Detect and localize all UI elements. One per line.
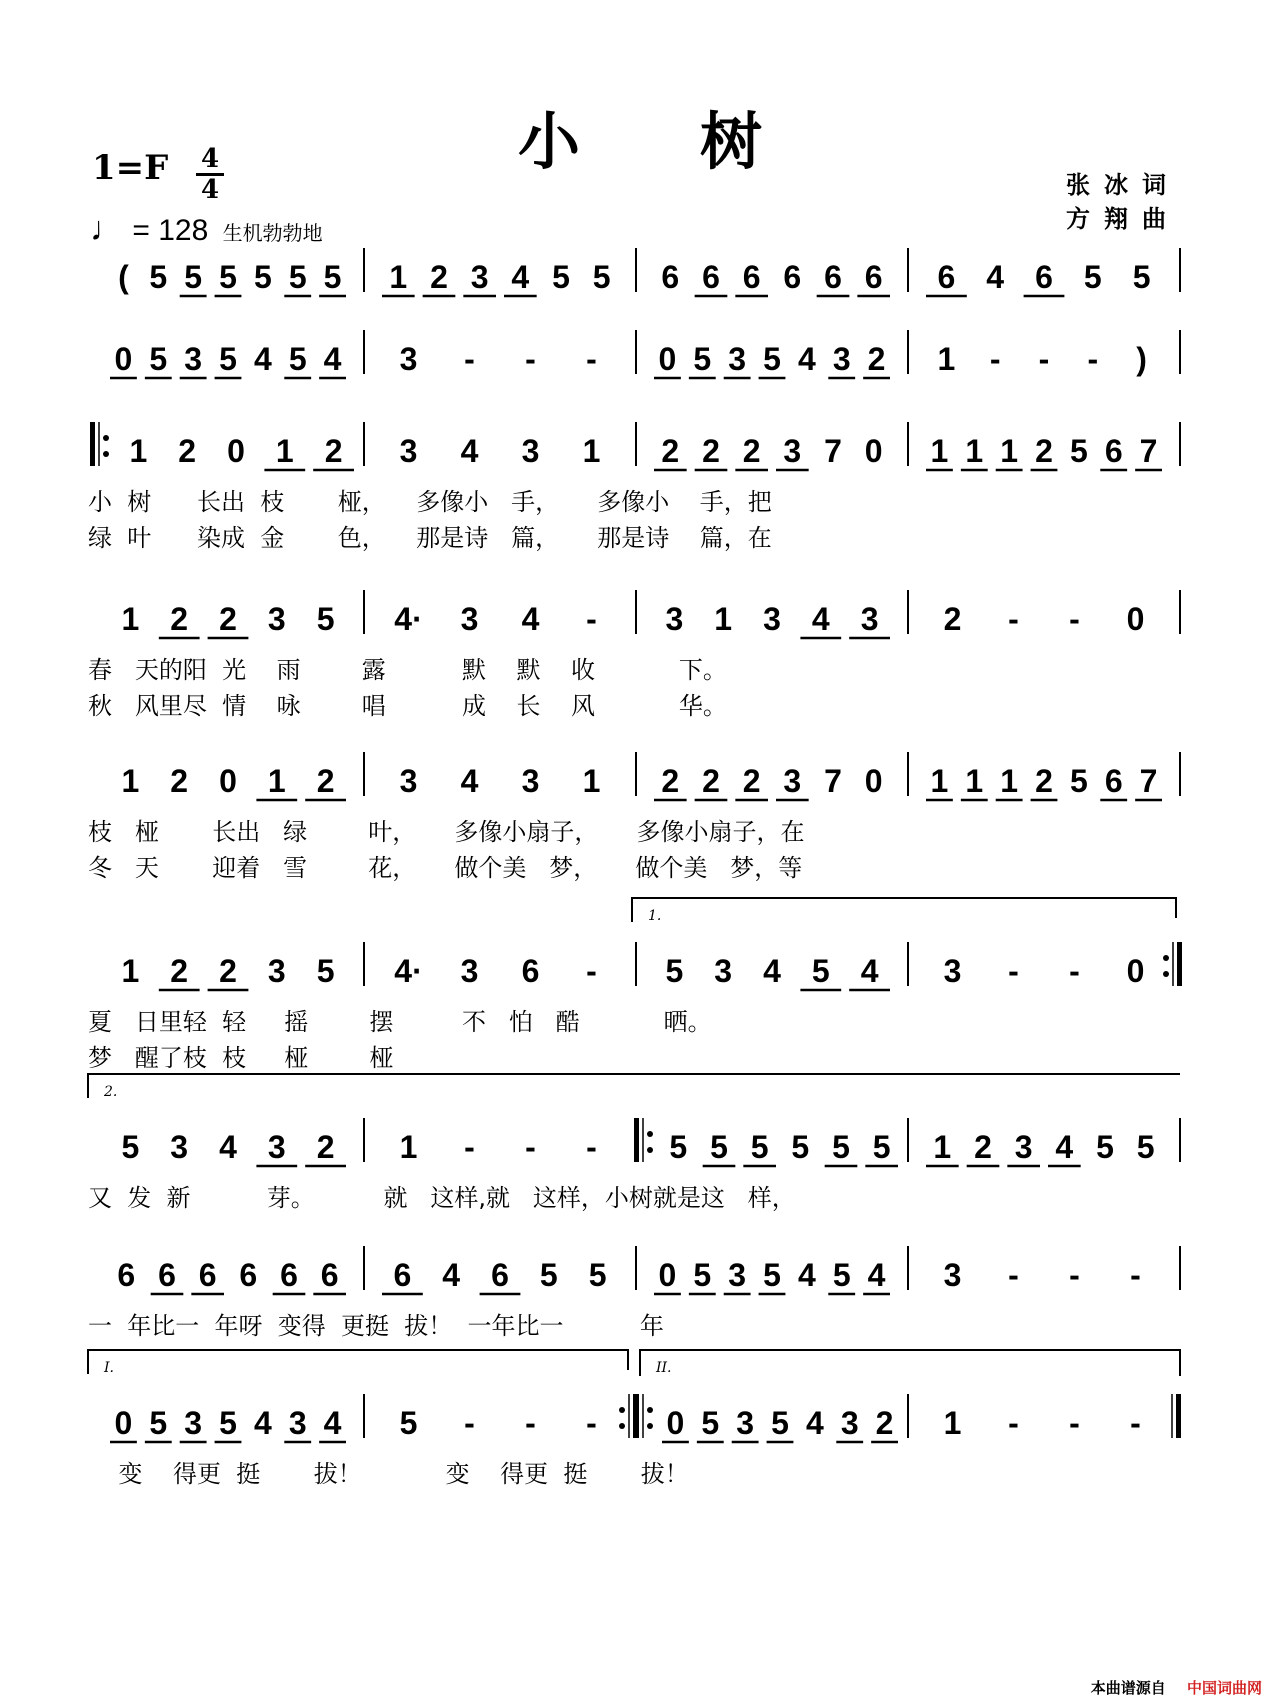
note: 1: [930, 763, 949, 799]
note: 6: [393, 1257, 412, 1293]
note: 3: [840, 1405, 859, 1441]
note: 5: [399, 1405, 418, 1441]
note: 2: [170, 601, 189, 637]
note: 5: [771, 1405, 789, 1441]
lyric-line: 绿 叶 染成 金 色， 那是诗 篇， 那是诗 篇，在: [88, 524, 772, 552]
composer-credit: 方翔曲: [1066, 205, 1180, 233]
note: 4: [442, 1257, 461, 1293]
repeat-dot: [103, 451, 109, 457]
note: 3: [399, 433, 418, 469]
note: 3: [832, 341, 851, 377]
note: 5: [219, 1405, 237, 1441]
note: 4: [323, 341, 342, 377]
repeat-dot: [647, 1423, 653, 1429]
lyric-line: 冬 天 迎着 雪 花， 做个美 梦， 做个美 梦，等: [88, 854, 803, 882]
note: 1: [930, 433, 949, 469]
note: 1: [933, 1129, 952, 1165]
song-title: 小树: [517, 105, 882, 178]
note: 4: [460, 433, 479, 469]
note: 5: [872, 1129, 891, 1165]
meter-bottom: 4: [200, 175, 220, 205]
note: 5: [552, 259, 570, 295]
note: 1: [965, 433, 984, 469]
note: 1: [121, 763, 140, 799]
note: -: [1069, 1257, 1080, 1293]
note: 0: [227, 433, 245, 469]
note: 2: [430, 259, 448, 295]
note: 2: [943, 601, 962, 637]
final-barline: [1176, 1394, 1181, 1438]
note: 4: [219, 1129, 237, 1165]
note: 5: [701, 1405, 720, 1441]
note: 4: [811, 601, 830, 637]
note: 5: [149, 341, 168, 377]
note: 2: [875, 1405, 894, 1441]
footer-source: [1091, 1677, 1262, 1698]
note: -: [525, 341, 536, 377]
note: 3: [470, 259, 489, 295]
note: 5: [323, 259, 342, 295]
note: 6: [783, 259, 802, 295]
note: 1: [399, 1129, 418, 1165]
note: 3: [728, 341, 747, 377]
note: 4: [460, 763, 479, 799]
note: 4·: [394, 953, 423, 989]
note: 3: [521, 433, 540, 469]
note: 2: [170, 763, 189, 799]
repeat-dot: [647, 1407, 653, 1413]
repeat-end-barline: [1177, 942, 1182, 986]
tempo-description: 生机勃勃地: [222, 223, 323, 245]
note: 3: [399, 763, 418, 799]
note: 1: [267, 763, 286, 799]
note: 2: [661, 763, 680, 799]
note: 3: [736, 1405, 755, 1441]
note: 6: [198, 1257, 217, 1293]
note: 6: [491, 1257, 509, 1293]
note: -: [586, 1405, 597, 1441]
lyric-line: 秋 风里尽 情 咏 唱 成 长 风 华。: [88, 692, 727, 720]
note: 2: [1035, 433, 1053, 469]
lyric-line: 又 发 新 芽。 就 这样,就 这样，小树就是这 样，: [88, 1184, 796, 1212]
note: 5: [149, 259, 168, 295]
note: 6: [320, 1257, 339, 1293]
volta-bracket: [640, 1350, 1180, 1376]
repeat-dot: [647, 1131, 653, 1137]
key-signature: 1=F: [92, 148, 169, 188]
note: 3: [860, 601, 879, 637]
note: 2: [702, 433, 720, 469]
lyric-line: 夏 日里轻 轻 摇 摆 不 怕 酷 晒。: [88, 1008, 712, 1036]
note: 5: [539, 1257, 558, 1293]
note: 0: [114, 341, 133, 377]
note: 5: [1136, 1129, 1155, 1165]
note: -: [1087, 341, 1099, 377]
repeat-start-barline: [634, 1394, 639, 1438]
note: 1: [714, 601, 733, 637]
note: -: [1069, 1405, 1080, 1441]
note: 3: [943, 953, 962, 989]
meter-top: 4: [200, 144, 220, 174]
note: 5: [253, 259, 272, 295]
note: 5: [1069, 763, 1088, 799]
note: 3: [521, 763, 540, 799]
note: 3: [728, 1257, 747, 1293]
note: 3: [783, 763, 802, 799]
note: 3: [184, 341, 203, 377]
note: 2: [324, 433, 343, 469]
note: 3: [460, 953, 479, 989]
note: 4: [323, 1405, 342, 1441]
note: 2: [1035, 763, 1053, 799]
note: -: [586, 601, 597, 637]
note: 1: [1000, 433, 1019, 469]
note: 6: [521, 953, 540, 989]
note: 3: [665, 601, 684, 637]
note: 5: [710, 1129, 728, 1165]
note: 5: [288, 259, 307, 295]
note: 2: [170, 953, 189, 989]
note: -: [1038, 341, 1050, 377]
note: -: [1069, 601, 1080, 637]
quarter-note-icon: ♩: [90, 210, 124, 248]
volta-label: I.: [104, 1360, 114, 1376]
note: 5: [693, 1257, 712, 1293]
repeat-start-barline: [634, 1118, 639, 1162]
note: 1: [937, 341, 956, 377]
note: 1: [121, 953, 140, 989]
note: 7: [824, 433, 842, 469]
note: 4: [511, 259, 530, 295]
note: 4·: [394, 601, 423, 637]
note: 5: [121, 1129, 140, 1165]
note: 0: [658, 341, 677, 377]
note: 4: [867, 1257, 886, 1293]
lyric-line: 枝 桠 长出 绿 叶， 多像小扇子， 多像小扇子，在: [88, 818, 805, 846]
note: 1: [965, 763, 984, 799]
lyric-line: 春 天的阳 光 雨 露 默 默 收 下。: [88, 656, 727, 684]
note: 5: [665, 953, 684, 989]
note: 5: [184, 259, 203, 295]
note: 5: [791, 1129, 810, 1165]
note: 0: [114, 1405, 133, 1441]
note: 2: [867, 341, 886, 377]
note: 1: [129, 433, 148, 469]
note: 4: [253, 341, 272, 377]
note: 2: [316, 763, 335, 799]
note: 5: [219, 259, 237, 295]
note: 7: [824, 763, 842, 799]
note: 5: [763, 341, 781, 377]
note: 4: [521, 601, 540, 637]
note: 6: [864, 259, 883, 295]
note: 3: [184, 1405, 203, 1441]
note: 2: [219, 953, 237, 989]
note: -: [586, 1129, 597, 1165]
note: 5: [811, 953, 830, 989]
note: -: [1008, 1405, 1019, 1441]
note: -: [586, 953, 597, 989]
note: 3: [763, 601, 781, 637]
note: 3: [399, 341, 418, 377]
note: 6: [702, 259, 720, 295]
note: 5: [149, 1405, 168, 1441]
note: 6: [824, 259, 842, 295]
lyric-line: 一 年比一 年呀 变得 更挺 拔！ 一年比一 年: [88, 1312, 664, 1340]
note: 1: [275, 433, 294, 469]
repeat-start-barline: [90, 422, 95, 466]
volta-bracket: [88, 1074, 1180, 1098]
note: 5: [588, 1257, 607, 1293]
volta-bracket: [88, 1350, 628, 1374]
note: 4: [253, 1405, 272, 1441]
note: 5: [592, 259, 611, 295]
note: 4: [986, 259, 1005, 295]
note: 5: [316, 601, 335, 637]
note: 5: [832, 1129, 850, 1165]
note: 5: [219, 341, 237, 377]
note: 6: [1104, 433, 1123, 469]
note: 1: [582, 433, 601, 469]
note: -: [1130, 1405, 1141, 1441]
volta-label: 1.: [648, 908, 662, 924]
note: 0: [864, 433, 883, 469]
note: 2: [178, 433, 197, 469]
note: 5: [750, 1129, 769, 1165]
note: 3: [460, 601, 479, 637]
note: 3: [267, 1129, 286, 1165]
lyric-line: 变 得更 挺 拔！ 变 得更 挺 拔！: [88, 1460, 689, 1488]
note: 4: [860, 953, 879, 989]
note: 0: [864, 763, 883, 799]
note: 6: [239, 1257, 258, 1293]
note: 5: [763, 1257, 781, 1293]
note: 6: [1035, 259, 1053, 295]
note: 4: [1055, 1129, 1074, 1165]
note: -: [464, 1405, 475, 1441]
lyric-line: 小 树 长出 枝 桠， 多像小 手， 多像小 手，把: [88, 488, 772, 516]
note: -: [1008, 1257, 1019, 1293]
note: 1: [389, 259, 408, 295]
note: 2: [974, 1129, 992, 1165]
note: 0: [666, 1405, 685, 1441]
note: 3: [783, 433, 802, 469]
note: 4: [763, 953, 781, 989]
note: 0: [1126, 601, 1145, 637]
note: 0: [219, 763, 237, 799]
note: 3: [943, 1257, 962, 1293]
note: 5: [832, 1257, 851, 1293]
note: 6: [661, 259, 680, 295]
note: 2: [702, 763, 720, 799]
note: 6: [158, 1257, 176, 1293]
note: -: [464, 1129, 475, 1165]
lyricist-credit: 张冰词: [1066, 171, 1180, 199]
note: 3: [714, 953, 733, 989]
note: 3: [170, 1129, 189, 1165]
note: -: [586, 341, 597, 377]
repeat-dot: [1163, 955, 1169, 961]
note: -: [1008, 953, 1019, 989]
note: 0: [658, 1257, 677, 1293]
note: 6: [280, 1257, 298, 1293]
note: 2: [742, 763, 761, 799]
note: -: [989, 341, 1001, 377]
note: -: [1008, 601, 1019, 637]
note: 5: [1083, 259, 1102, 295]
note: 2: [219, 601, 237, 637]
note: -: [464, 341, 475, 377]
note: -: [525, 1405, 536, 1441]
note: 5: [1069, 433, 1088, 469]
note: 7: [1139, 763, 1158, 799]
note: 0: [1126, 953, 1145, 989]
note: 6: [1104, 763, 1123, 799]
note: 5: [669, 1129, 688, 1165]
note: 4: [805, 1405, 824, 1441]
note: 1: [121, 601, 140, 637]
note: 5: [316, 953, 335, 989]
note: 3: [1014, 1129, 1033, 1165]
note: (: [118, 259, 129, 295]
note: 6: [742, 259, 761, 295]
note: -: [525, 1129, 536, 1165]
note: 5: [1132, 259, 1151, 295]
note: 4: [797, 341, 816, 377]
repeat-dot: [103, 435, 109, 441]
note: ): [1136, 341, 1147, 377]
footer-source-label: 本曲谱源自: [1090, 1679, 1166, 1697]
repeat-dot: [619, 1407, 625, 1413]
note: 5: [693, 341, 712, 377]
note: 3: [267, 953, 286, 989]
note: 1: [943, 1405, 962, 1441]
volta-bracket: [632, 898, 1176, 922]
footer-site: 中国词曲网: [1186, 1679, 1262, 1697]
note: 6: [937, 259, 956, 295]
note: 2: [661, 433, 680, 469]
repeat-dot: [619, 1423, 625, 1429]
repeat-dot: [647, 1147, 653, 1153]
note: 1: [582, 763, 601, 799]
note: 2: [742, 433, 761, 469]
note: -: [1130, 1257, 1141, 1293]
volta-label: 2.: [104, 1084, 118, 1100]
note: 2: [316, 1129, 335, 1165]
note: 1: [1000, 763, 1019, 799]
tempo-value: = 128: [132, 214, 209, 247]
lyric-line: 梦 醒了枝 枝 桠 桠: [88, 1044, 394, 1072]
note: -: [1069, 953, 1080, 989]
note: 4: [797, 1257, 816, 1293]
note: 3: [267, 601, 286, 637]
note: 5: [288, 341, 307, 377]
note: 3: [288, 1405, 307, 1441]
volta-label: II.: [656, 1360, 672, 1376]
note: 6: [117, 1257, 136, 1293]
note: 7: [1139, 433, 1158, 469]
repeat-dot: [1163, 971, 1169, 977]
note: 5: [1096, 1129, 1114, 1165]
